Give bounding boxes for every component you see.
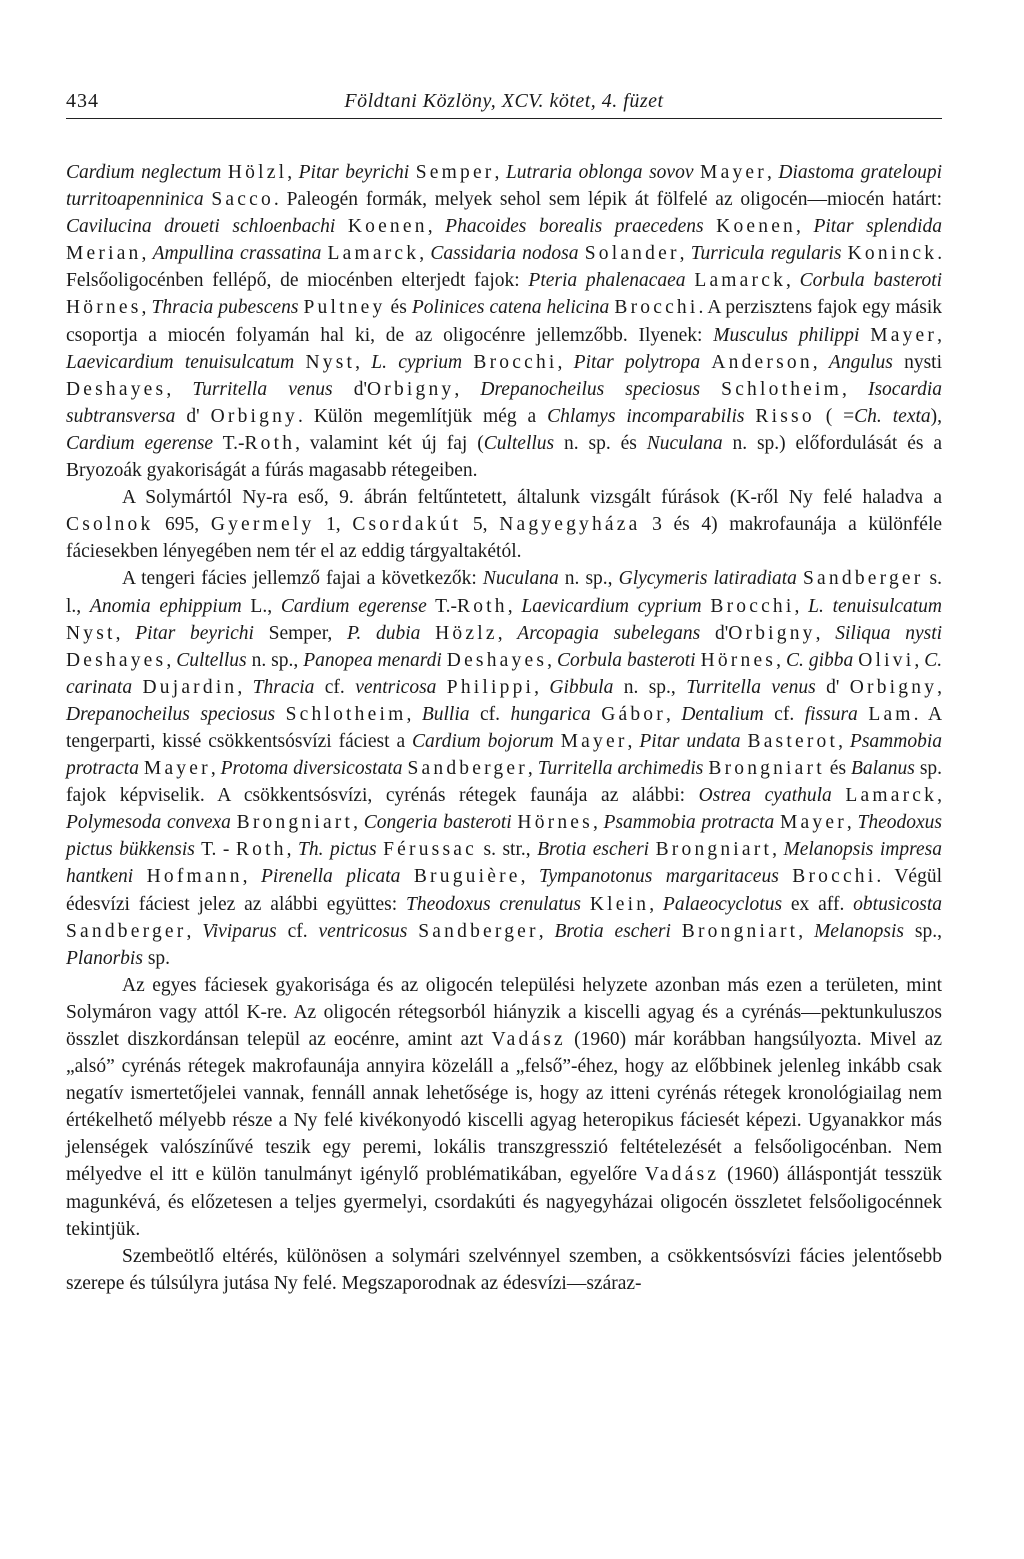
text-run: s. str., bbox=[476, 839, 538, 861]
author-name: Lam bbox=[868, 703, 914, 725]
taxon-name: Turricula regularis bbox=[690, 243, 842, 265]
text-run: ex aff. bbox=[782, 893, 854, 915]
taxon-name: Nuculana bbox=[646, 432, 723, 454]
taxon-name: Polinices catena helicina bbox=[411, 297, 610, 319]
taxon-name: L. cyprium bbox=[371, 351, 463, 373]
text-run: , bbox=[846, 812, 858, 834]
author-name: Mayer bbox=[700, 162, 767, 183]
text-run: ( = bbox=[814, 405, 855, 427]
author-name: Klein bbox=[589, 893, 650, 915]
author-name: Brongniart bbox=[708, 758, 825, 780]
document-page bbox=[66, 90, 942, 1297]
text-run: ), bbox=[930, 405, 943, 427]
text-run: , bbox=[210, 758, 221, 780]
taxon-name: Siliqua nysti bbox=[835, 622, 943, 644]
author-name: Brongniart bbox=[655, 839, 773, 861]
text-run: 3 és 4) makrofaunája a különféle fáciesekben lényegében nem tér el az eddig tárgyaltakétól. bbox=[66, 514, 943, 563]
author-name: Lamarck bbox=[694, 270, 787, 292]
text-run: , bbox=[776, 649, 786, 671]
text-run bbox=[591, 704, 602, 725]
taxon-name: Ostrea cyathula bbox=[698, 785, 832, 807]
text-run: A Solymártól Ny-ra eső, 9. ábrán feltűntetett, általunk vizsgált fúrások (K-ről Ny felé haladva a bbox=[122, 487, 942, 509]
author-name: Anderson bbox=[711, 351, 813, 373]
text-run: . Végül édesvízi fáciest jelez az alábbi együttes: bbox=[66, 866, 942, 915]
text-run: , bbox=[355, 351, 372, 373]
text-run: nysti bbox=[892, 351, 943, 373]
taxon-name: Planorbis bbox=[66, 947, 143, 969]
text-run: (1960) már korábban hangsúlyozta. Mivel az „alsó” cyrénás rétegek makrofaunája annyira közeláll a „felső”-éhez, hogy az előbbinek jelenleg inkább csak negatív ismertetőjelei vannak, fennáll annak lehetősége is, hogy az itteni cyrénás rétegek kronológiailag nem értékelhető mélyebb része a Ny felé kivékonyodó kiscelli agyag heteropikus fáciesét képezi. Ugyanakkor más jelenségek valószínűvé teszik egy peremi, lokális transzgresszió feltételezését a felsőoligocénban. Nem mélyedve el itt e külön tanulmányt igénylő problématikában, egyelőre bbox=[66, 1029, 942, 1186]
text-run: , bbox=[454, 378, 481, 400]
text-run: , bbox=[627, 730, 640, 752]
taxon-name: Musculus philippi bbox=[713, 324, 860, 346]
text-run: , bbox=[497, 622, 518, 644]
taxon-name: Cardium bojorum bbox=[412, 730, 554, 752]
taxon-name: C. carinata bbox=[66, 649, 943, 698]
taxon-name: C. gibba bbox=[785, 649, 854, 671]
taxon-name: Psammobia protracta bbox=[603, 812, 775, 834]
taxon-name: Drepanocheilus speciosus bbox=[480, 378, 701, 400]
taxon-name: Anomia ephippium bbox=[89, 595, 242, 617]
taxon-name: Cavilucina droueti schloenbachi bbox=[66, 216, 336, 238]
taxon-name: L. tenuisulcatum bbox=[808, 595, 943, 617]
text-run: d' bbox=[332, 378, 367, 400]
taxon-name: Cultellus bbox=[483, 432, 555, 454]
taxon-name: obtusicosta bbox=[853, 893, 943, 915]
text-run: , bbox=[937, 676, 943, 698]
taxon-name: Cardium egerense bbox=[280, 595, 427, 617]
taxon-name: Corbula basteroti bbox=[556, 649, 696, 671]
text-run bbox=[133, 866, 146, 887]
text-run: Az egyes fáciesek gyakorisága és az oligocén települési helyzete azonban más ezen a területen, mint Solymáron vagy attól K-re. Az oligocén rétegsorból hiányzik a kiscelli agyag és a cyrénás—pektunkuluszos összlet diszkordánsan települ az eocénre, amint azt bbox=[66, 974, 942, 1050]
author-name: Brocchi bbox=[614, 297, 699, 319]
author-name: Lamarck bbox=[845, 785, 938, 807]
text-run: n. sp., bbox=[246, 649, 304, 671]
text-run: cf. bbox=[314, 676, 356, 698]
text-run: . Paleogén formák, melyek sehol sem lépik át fölfelé az oligocén—miocén határt: bbox=[273, 189, 942, 211]
text-run: , bbox=[427, 216, 446, 238]
author-name: Roth bbox=[244, 432, 296, 454]
text-run: sp. fajok képviselik. A csökkentsósvízi, cyrénás rétegek faunája az alábbi: bbox=[66, 758, 943, 807]
text-run bbox=[400, 866, 413, 887]
author-name: Orbigny bbox=[210, 405, 298, 427]
text-run: s. l., bbox=[66, 568, 943, 617]
text-run: , bbox=[679, 243, 691, 265]
text-run: , bbox=[592, 812, 604, 834]
text-run: , bbox=[287, 162, 299, 183]
taxon-name: Isocardia subtransversa bbox=[66, 378, 942, 427]
taxon-name: fissura bbox=[804, 703, 858, 725]
text-run: , bbox=[406, 703, 422, 725]
text-run: cf. bbox=[763, 703, 805, 725]
text-run: Szembeötlő eltérés, különösen a solymári szelvénnyel szemben, a csökkentsósvízi fácies jelentősebb szerepe és túlsúlyra jutása Ny felé. Megszaporodnak az édesvízi—száraz- bbox=[66, 1245, 942, 1294]
taxon-name: Angulus bbox=[828, 351, 893, 373]
text-run: , bbox=[841, 378, 868, 400]
taxon-name: Melanopsis bbox=[814, 920, 904, 942]
author-name: Nyst bbox=[305, 351, 356, 373]
taxon-name: Melanopsis impresa hantkeni bbox=[66, 839, 943, 888]
text-run: , bbox=[237, 676, 253, 698]
text-run: , bbox=[665, 703, 682, 725]
text-run: sp. bbox=[142, 947, 171, 969]
text-run: , bbox=[798, 920, 815, 942]
author-name: Deshayes bbox=[66, 649, 167, 671]
taxon-name: Balanus bbox=[850, 758, 915, 780]
text-run: . Felsőoligocénben fellépő, de miocénben elterjedt fajok: bbox=[66, 243, 943, 292]
text-run: , bbox=[507, 595, 522, 617]
author-name: Sandberger bbox=[407, 758, 528, 780]
paragraph bbox=[66, 484, 942, 565]
taxon-name: Pitar undata bbox=[639, 730, 741, 752]
body-text bbox=[66, 159, 942, 1297]
author-name: Orbigny bbox=[849, 676, 938, 698]
text-run: és bbox=[824, 758, 851, 780]
taxon-name: Laevicardium cyprium bbox=[521, 595, 702, 617]
taxon-name: Glycymeris latiradiata bbox=[618, 568, 797, 590]
journal-title: Földtani Közlöny, XCV. kötet, 4. füzet bbox=[344, 90, 664, 112]
taxon-name: Bullia bbox=[421, 703, 470, 725]
text-run bbox=[779, 866, 792, 887]
taxon-name: Diastoma grateloupi turritoapenninica bbox=[66, 162, 943, 211]
author-name: Gábor bbox=[601, 703, 666, 725]
author-name: Lamarck bbox=[327, 243, 420, 265]
paragraph bbox=[66, 159, 942, 484]
text-run bbox=[554, 731, 561, 752]
text-run: , bbox=[914, 649, 925, 671]
text-run bbox=[671, 921, 682, 942]
text-run: d' bbox=[700, 622, 729, 644]
text-run: és bbox=[385, 297, 412, 319]
taxon-name: Panopea menardi bbox=[303, 649, 442, 671]
taxon-name: Pitar splendida bbox=[813, 216, 942, 238]
text-run: , bbox=[166, 378, 193, 400]
taxon-name: Pitar beyrichi bbox=[298, 162, 410, 183]
text-run bbox=[275, 704, 286, 725]
text-run bbox=[462, 352, 473, 373]
author-name: Mayer bbox=[870, 324, 938, 346]
text-run: , bbox=[527, 758, 538, 780]
text-run bbox=[700, 379, 721, 400]
text-run bbox=[132, 677, 142, 698]
taxon-name: Corbula basteroti bbox=[799, 270, 943, 292]
author-name: Schlotheim bbox=[285, 703, 407, 725]
text-run bbox=[407, 921, 418, 942]
text-run: n. sp., bbox=[558, 568, 619, 590]
taxon-name: Brotia escheri bbox=[554, 920, 671, 942]
author-name: Brongniart bbox=[236, 812, 354, 834]
taxon-name: Cardium neglectum bbox=[66, 162, 222, 183]
text-run: , bbox=[796, 216, 814, 238]
text-run bbox=[335, 216, 348, 237]
author-name: Hofmann bbox=[146, 866, 243, 888]
taxon-name: Polymesoda convexa bbox=[66, 812, 231, 834]
paragraph bbox=[66, 972, 942, 1243]
taxon-name: Protoma diversicostata bbox=[220, 758, 403, 780]
author-name: Mayer bbox=[143, 758, 211, 780]
text-run: , bbox=[520, 866, 539, 888]
text-run: , valamint két új faj ( bbox=[295, 432, 484, 454]
author-name: Solander bbox=[584, 243, 680, 265]
text-run: , bbox=[794, 595, 809, 617]
text-run: A tengeri fácies jellemző fajai a következők: bbox=[122, 568, 483, 590]
taxon-name: Ampullina crassatina bbox=[152, 243, 322, 265]
text-run: (1960) álláspontját tesszük magunkévá, és előzetesen a teljes gyermelyi, csordakúti és nagyegyházai oligocén összletet felsőoligocénnek tekintjük. bbox=[66, 1164, 942, 1240]
text-run: , bbox=[937, 785, 942, 807]
taxon-name: Chlamys incomparabilis bbox=[547, 405, 745, 427]
text-run: , bbox=[547, 649, 557, 671]
author-name: Brocchi bbox=[792, 866, 877, 888]
text-run: , bbox=[649, 893, 663, 915]
author-name: Hözlz bbox=[435, 622, 498, 644]
taxon-name: Thracia bbox=[252, 676, 315, 698]
taxon-name: Lutraria oblonga sovov bbox=[505, 162, 694, 183]
author-name: Hölzl bbox=[227, 162, 288, 183]
author-name: Sandberger bbox=[418, 920, 539, 942]
text-run: , bbox=[186, 920, 203, 942]
text-run bbox=[686, 270, 695, 291]
author-name: Brocchi bbox=[710, 595, 795, 617]
author-name: Brongniart bbox=[681, 920, 799, 942]
text-run: , bbox=[538, 920, 555, 942]
taxon-name: Arcopagia subelegans bbox=[517, 622, 701, 644]
taxon-name: Palaeocyclotus bbox=[662, 893, 783, 915]
text-run bbox=[744, 406, 755, 427]
text-run: , bbox=[353, 812, 364, 834]
author-name: Nagyegyháza bbox=[499, 514, 641, 536]
text-run: . A perzisztens fajok egy másik csoportja a miocén folyamán hal ki, de az oligocénre jellemzőbb. Ilyenek: bbox=[66, 297, 943, 346]
author-name: Pultney bbox=[303, 297, 386, 319]
text-run bbox=[704, 216, 717, 237]
text-run: , bbox=[534, 676, 550, 698]
author-name: Roth bbox=[235, 839, 287, 861]
author-name: Koninck bbox=[847, 243, 938, 265]
author-name: Brocchi bbox=[473, 351, 558, 373]
author-name: Vadász bbox=[491, 1029, 566, 1050]
taxon-name: Laevicardium tenuisulcatum bbox=[66, 351, 295, 373]
taxon-name: P. dubia bbox=[347, 622, 421, 644]
taxon-name: Cultellus bbox=[176, 649, 247, 671]
text-run bbox=[436, 677, 446, 698]
taxon-name: Theodoxus crenulatus bbox=[406, 893, 581, 915]
author-name: Hörnes bbox=[66, 297, 142, 319]
author-name: Basterot bbox=[747, 730, 839, 752]
taxon-name: Turritella venus bbox=[192, 378, 333, 400]
author-name: Dujardin bbox=[142, 676, 238, 698]
taxon-name: Pirenella plicata bbox=[260, 866, 401, 888]
author-name: Semper bbox=[415, 162, 495, 183]
text-run: , bbox=[812, 351, 829, 373]
taxon-name: Nuculana bbox=[482, 568, 559, 590]
text-run bbox=[859, 325, 870, 346]
taxon-name: Psammobia protracta bbox=[66, 730, 942, 780]
text-run: d' bbox=[815, 676, 850, 698]
text-run: L., bbox=[241, 595, 281, 617]
taxon-name: Th. pictus bbox=[298, 839, 377, 861]
taxon-name: Pteria phalenacaea bbox=[528, 270, 686, 292]
author-name: Risso bbox=[755, 405, 815, 427]
taxon-name: Drepanocheilus speciosus bbox=[66, 703, 276, 725]
text-run: , bbox=[115, 622, 136, 644]
author-name: Deshayes bbox=[66, 378, 167, 400]
text-run: , bbox=[419, 243, 431, 265]
taxon-name: Cassidaria nodosa bbox=[430, 243, 579, 265]
author-name: Koenen bbox=[716, 216, 796, 238]
text-run: , bbox=[286, 839, 299, 861]
author-name: Olivi bbox=[858, 649, 915, 671]
taxon-name: Tympanotonus margaritaceus bbox=[538, 866, 779, 888]
author-name: Nyst bbox=[66, 622, 116, 644]
text-run: , bbox=[786, 270, 800, 292]
text-run: , bbox=[141, 297, 152, 319]
text-run bbox=[294, 352, 305, 373]
author-name: Hörnes bbox=[700, 649, 777, 671]
author-name: Vadász bbox=[644, 1164, 720, 1186]
text-run: cf. bbox=[469, 703, 511, 725]
text-run: 5, bbox=[461, 514, 500, 536]
author-name: Koenen bbox=[347, 216, 428, 238]
text-run: 1, bbox=[314, 514, 353, 536]
author-name: Csolnok bbox=[66, 514, 154, 536]
running-header bbox=[66, 90, 942, 119]
taxon-name: Viviparus bbox=[202, 920, 277, 942]
text-run bbox=[581, 894, 590, 915]
author-name: Bruguière bbox=[413, 866, 521, 888]
page-number: 434 bbox=[66, 90, 99, 112]
paragraph bbox=[66, 565, 942, 971]
author-name: Mayer bbox=[560, 730, 628, 752]
text-run: , bbox=[557, 351, 574, 373]
text-run: , bbox=[141, 243, 153, 265]
text-run: n. sp., bbox=[613, 676, 687, 698]
text-run: cf. bbox=[276, 920, 319, 942]
author-name: Sandberger bbox=[66, 920, 187, 942]
author-name: Hörnes bbox=[517, 812, 593, 834]
text-run bbox=[858, 704, 869, 725]
taxon-name: Turritella venus bbox=[686, 676, 816, 698]
text-run: . Külön megemlítjük még a bbox=[298, 405, 548, 427]
text-run: , bbox=[937, 324, 942, 346]
taxon-name: Cardium egerense bbox=[66, 432, 214, 454]
taxon-name: Phacoides borealis praecedens bbox=[445, 216, 704, 238]
text-run bbox=[741, 731, 748, 752]
text-run bbox=[700, 352, 711, 373]
taxon-name: ventricosus bbox=[318, 920, 408, 942]
taxon-name: Turritella archimedis bbox=[537, 758, 704, 780]
text-run: , bbox=[815, 622, 836, 644]
taxon-name: Gibbula bbox=[549, 676, 614, 698]
taxon-name: Congeria basteroti bbox=[363, 812, 512, 834]
text-run: d' bbox=[175, 405, 211, 427]
paragraph bbox=[66, 1243, 942, 1297]
text-run: sp., bbox=[903, 920, 942, 942]
text-run: n. sp.) előfordulását és a Bryozoák gyakoriságát a fúrás magasabb rétegeiben. bbox=[66, 432, 942, 482]
taxon-name: Dentalium bbox=[681, 703, 764, 725]
text-run: 695, bbox=[153, 514, 211, 536]
author-name: Schlotheim bbox=[721, 378, 842, 400]
author-name: Sacco bbox=[211, 189, 274, 211]
author-name: Gyermely bbox=[210, 514, 315, 536]
text-run: , bbox=[772, 839, 784, 861]
taxon-name: ventricosa bbox=[355, 676, 437, 698]
author-name: Orbigny bbox=[366, 378, 455, 400]
text-run bbox=[420, 623, 435, 644]
author-name: Mayer bbox=[780, 812, 847, 834]
taxon-name: Pitar polytropa bbox=[573, 351, 701, 373]
text-run: T.- bbox=[426, 595, 458, 617]
taxon-name: hungarica bbox=[510, 703, 591, 725]
text-run: . A tengerparti, kissé csökkentsósvízi fáciest a bbox=[66, 703, 943, 752]
taxon-name: Brotia escheri bbox=[537, 839, 650, 861]
author-name: Orbigny bbox=[728, 622, 816, 644]
text-run: T.- bbox=[213, 432, 245, 454]
text-run: T. - bbox=[194, 839, 236, 861]
text-run: , bbox=[166, 649, 177, 671]
taxon-name: Pitar beyrichi bbox=[135, 622, 254, 644]
author-name: Deshayes bbox=[446, 649, 548, 671]
author-name: Sandberger bbox=[803, 568, 924, 590]
author-name: Philippi bbox=[446, 676, 535, 698]
taxon-name: Ch. texta bbox=[854, 405, 931, 427]
text-run: , bbox=[494, 162, 506, 183]
text-run: , bbox=[766, 162, 779, 183]
author-name: Roth bbox=[457, 595, 508, 617]
text-run: n. sp. és bbox=[554, 432, 647, 454]
author-name: Férussac bbox=[383, 839, 477, 861]
text-run bbox=[832, 785, 846, 806]
text-run: , bbox=[242, 866, 261, 888]
author-name: Csordakút bbox=[352, 514, 462, 536]
author-name: Merian bbox=[66, 243, 142, 265]
taxon-name: Thracia pubescens bbox=[151, 297, 299, 319]
text-run: , bbox=[838, 730, 850, 752]
taxon-name: Theodoxus pictus bükkensis bbox=[66, 812, 943, 861]
text-run: Semper, bbox=[253, 622, 347, 644]
